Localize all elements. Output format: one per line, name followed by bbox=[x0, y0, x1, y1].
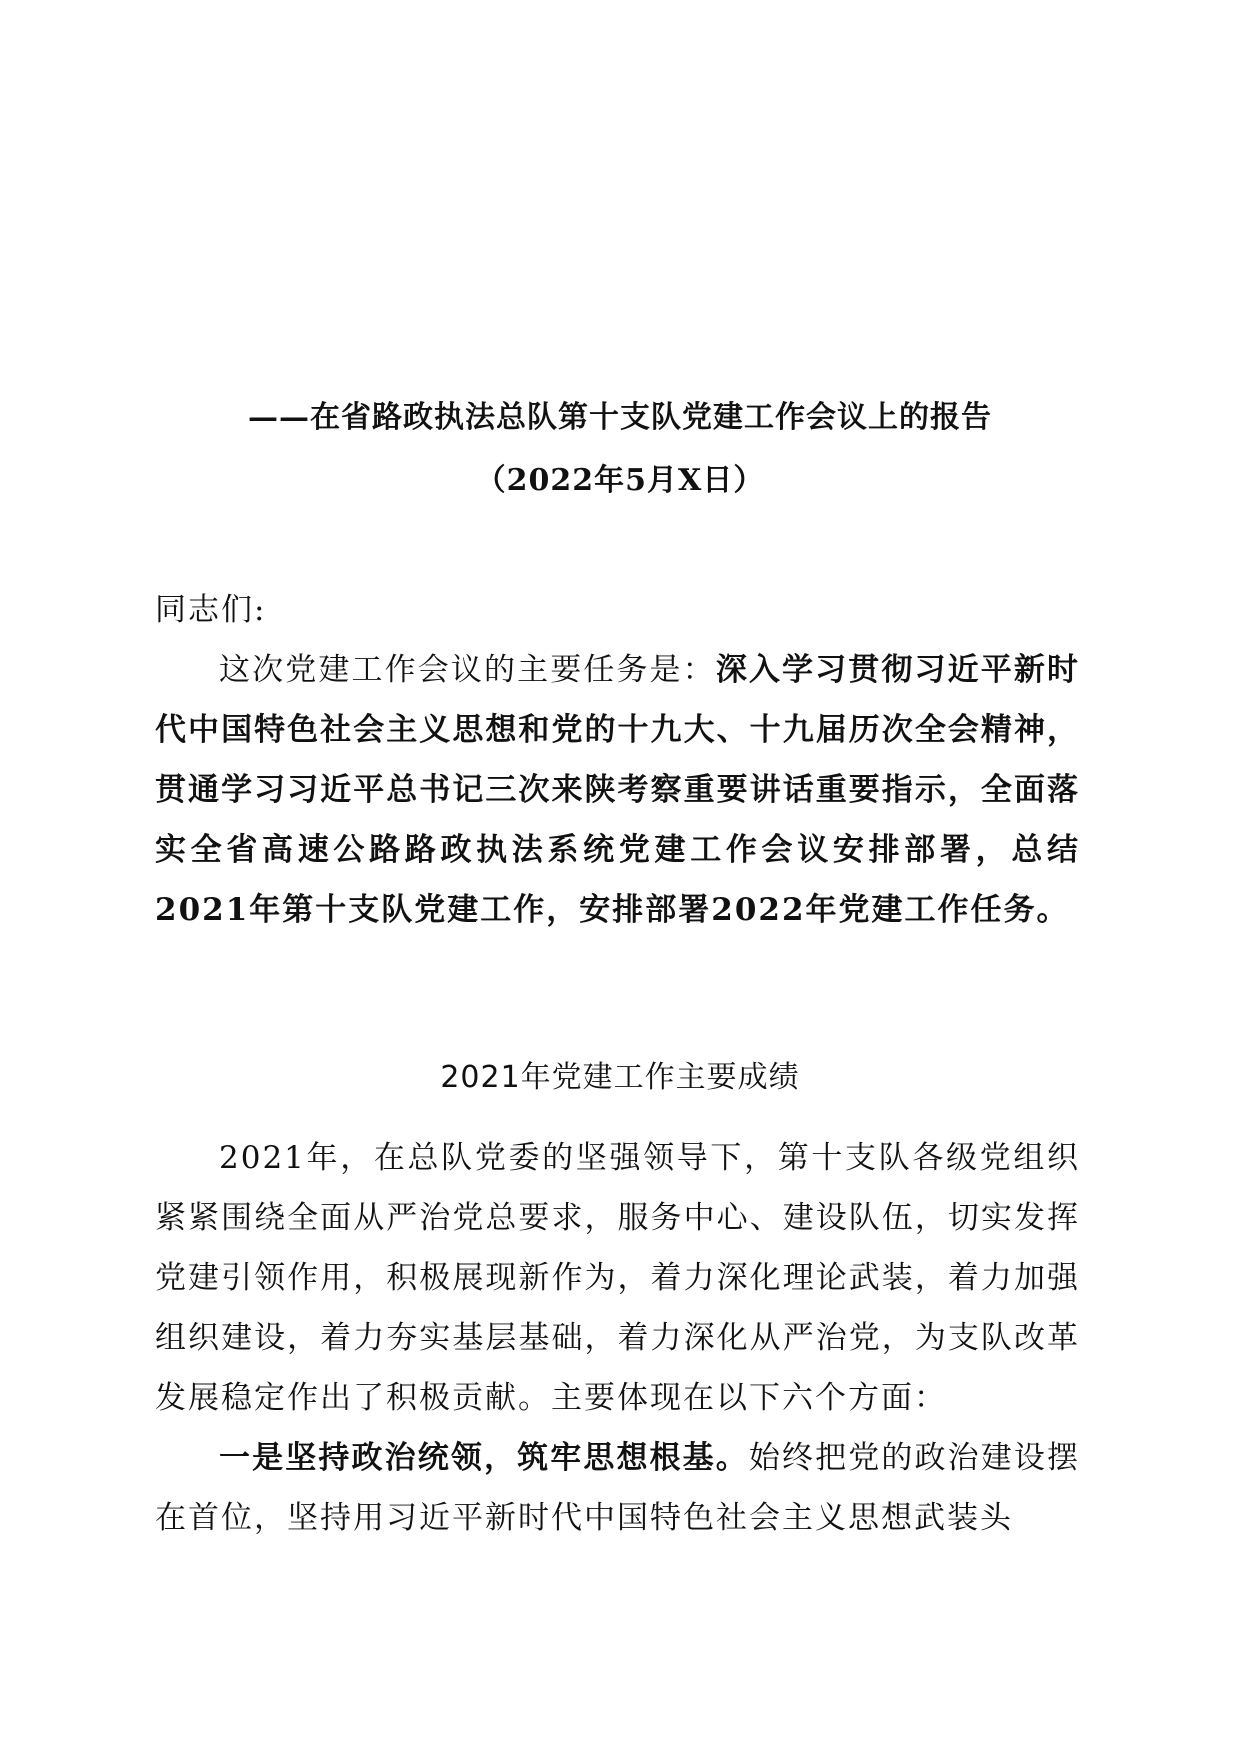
section-heading: 2021年党建工作主要成绩 bbox=[440, 1060, 800, 1095]
intro-paragraph bbox=[155, 640, 1080, 940]
first-point-text: 始终把党的政治建设摆在首位，坚持用习近平新时代中国特色社会主义思想武装头 bbox=[155, 1440, 1081, 1536]
intro-plain-text: 这次党建工作会议的主要任务是： bbox=[219, 652, 716, 688]
intro-bold-text: 深入学习贯彻习近平新时代中国特色社会主义思想和党的十九大、十九届历次全会精神，贯通学习习近平总书记三次来陕考察重要讲话重要指示，全面落实全省高速公路路政执法系统党建工作会议安排部署，总结2021年第十支队党建工作，安排部署2022年党建工作任务。 bbox=[155, 652, 1081, 928]
first-point-lead: 一是坚持政治统领，筑牢思想根基。 bbox=[219, 1440, 749, 1476]
report-subtitle: ——在省路政执法总队第十支队党建工作会议上的报告 bbox=[248, 400, 992, 435]
greeting: 同志们: bbox=[155, 592, 267, 628]
achievements-paragraph: 2021年，在总队党委的坚强领导下，第十支队各级党组织紧紧围绕全面从严治党总要求，服务中心、建设队伍，切实发挥党建引领作用，积极展现新作为，着力深化理论武装，着力加强组织建设，着力夯实基层基础，着力深化从严治党，为支队改革发展稳定作出了积极贡献。主要体现在以下六个方面： bbox=[155, 1140, 1080, 1416]
first-point-paragraph bbox=[155, 1428, 1080, 1548]
report-date: （2022年5月X日） bbox=[475, 463, 765, 498]
